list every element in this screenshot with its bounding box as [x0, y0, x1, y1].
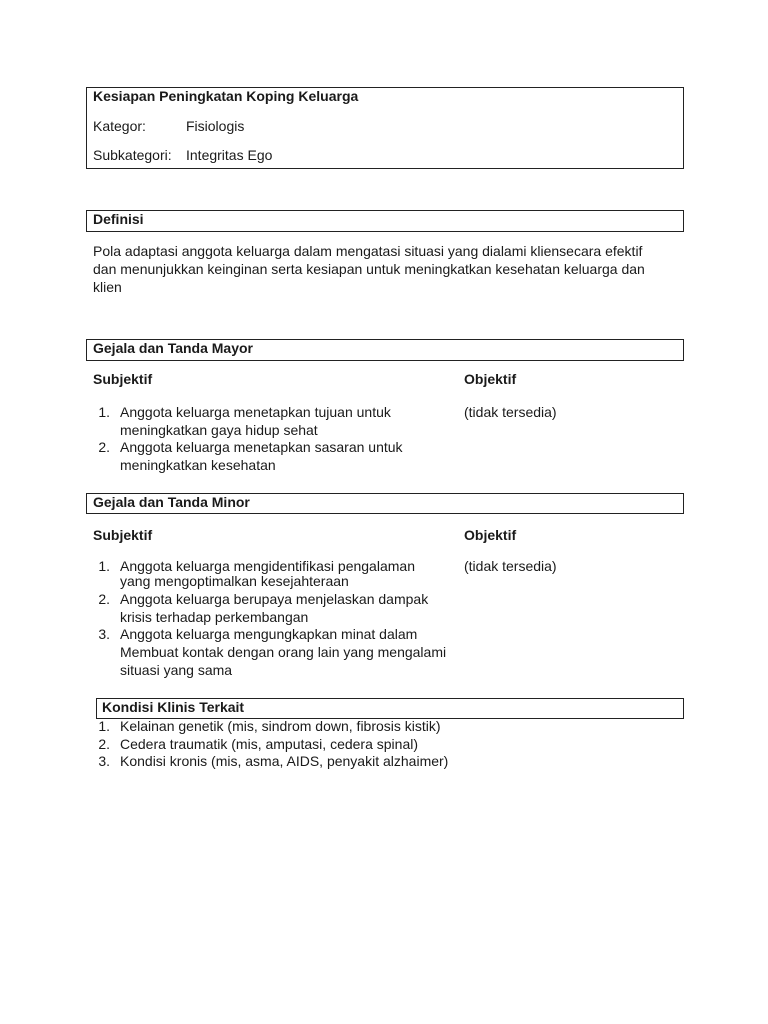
minor-heading: Gejala dan Tanda Minor — [93, 494, 250, 510]
minor-item-line: krisis terhadap perkembangan — [120, 609, 309, 625]
minor-item-number: 1. — [98, 558, 110, 574]
definisi-heading: Definisi — [93, 211, 144, 227]
definisi-text-line: klien — [93, 279, 122, 295]
klinis-item-number: 3. — [98, 753, 110, 769]
kategori-label: Kategor: — [93, 118, 146, 134]
minor-objektif-label: Objektif — [464, 527, 517, 543]
page-title: Kesiapan Peningkatan Koping Keluarga — [93, 88, 359, 104]
minor-item-number: 3. — [98, 626, 110, 642]
minor-objektif-value: (tidak tersedia) — [464, 558, 557, 574]
kategori-value: Fisiologis — [186, 118, 245, 134]
minor-item-line: Anggota keluarga mengungkapkan minat dalam — [120, 626, 418, 642]
minor-item-number: 2. — [98, 591, 110, 607]
klinis-item-number: 1. — [98, 718, 110, 734]
minor-item-line: Membuat kontak dengan orang lain yang mengalami — [120, 644, 447, 660]
klinis-item-text: Kelainan genetik (mis, sindrom down, fibrosis kistik) — [120, 718, 441, 734]
klinis-item-text: Kondisi kronis (mis, asma, AIDS, penyakit alzhaimer) — [120, 753, 449, 769]
mayor-objektif-label: Objektif — [464, 371, 517, 387]
mayor-heading: Gejala dan Tanda Mayor — [93, 340, 254, 356]
mayor-item-line: meningkatkan gaya hidup sehat — [120, 422, 318, 438]
subkategori-label: Subkategori: — [93, 147, 172, 163]
minor-subjektif-label: Subjektif — [93, 527, 153, 543]
mayor-item-number: 2. — [98, 439, 110, 455]
mayor-item-number: 1. — [98, 404, 110, 420]
definisi-text-line: dan menunjukkan keinginan serta kesiapan untuk meningkatkan kesehatan keluarga dan — [93, 261, 645, 277]
klinis-item-text: Cedera traumatik (mis, amputasi, cedera spinal) — [120, 736, 419, 752]
minor-item-line: yang mengoptimalkan kesejahteraan — [120, 573, 349, 589]
minor-item-line: Anggota keluarga berupaya menjelaskan dampak — [120, 591, 429, 607]
subkategori-value: Integritas Ego — [186, 147, 273, 163]
mayor-subjektif-label: Subjektif — [93, 371, 153, 387]
mayor-objektif-value: (tidak tersedia) — [464, 404, 557, 420]
klinis-item-number: 2. — [98, 736, 110, 752]
mayor-item-line: meningkatkan kesehatan — [120, 457, 276, 473]
minor-item-line: situasi yang sama — [120, 662, 233, 678]
definisi-text-line: Pola adaptasi anggota keluarga dalam mengatasi situasi yang dialami kliensecara efektif — [93, 243, 643, 259]
definisi-heading-box — [86, 210, 684, 232]
klinis-heading: Kondisi Klinis Terkait — [102, 699, 245, 715]
minor-item-line: Anggota keluarga mengidentifikasi pengalaman — [120, 558, 415, 574]
mayor-item-line: Anggota keluarga menetapkan tujuan untuk — [120, 404, 391, 420]
mayor-item-line: Anggota keluarga menetapkan sasaran untuk — [120, 439, 403, 455]
